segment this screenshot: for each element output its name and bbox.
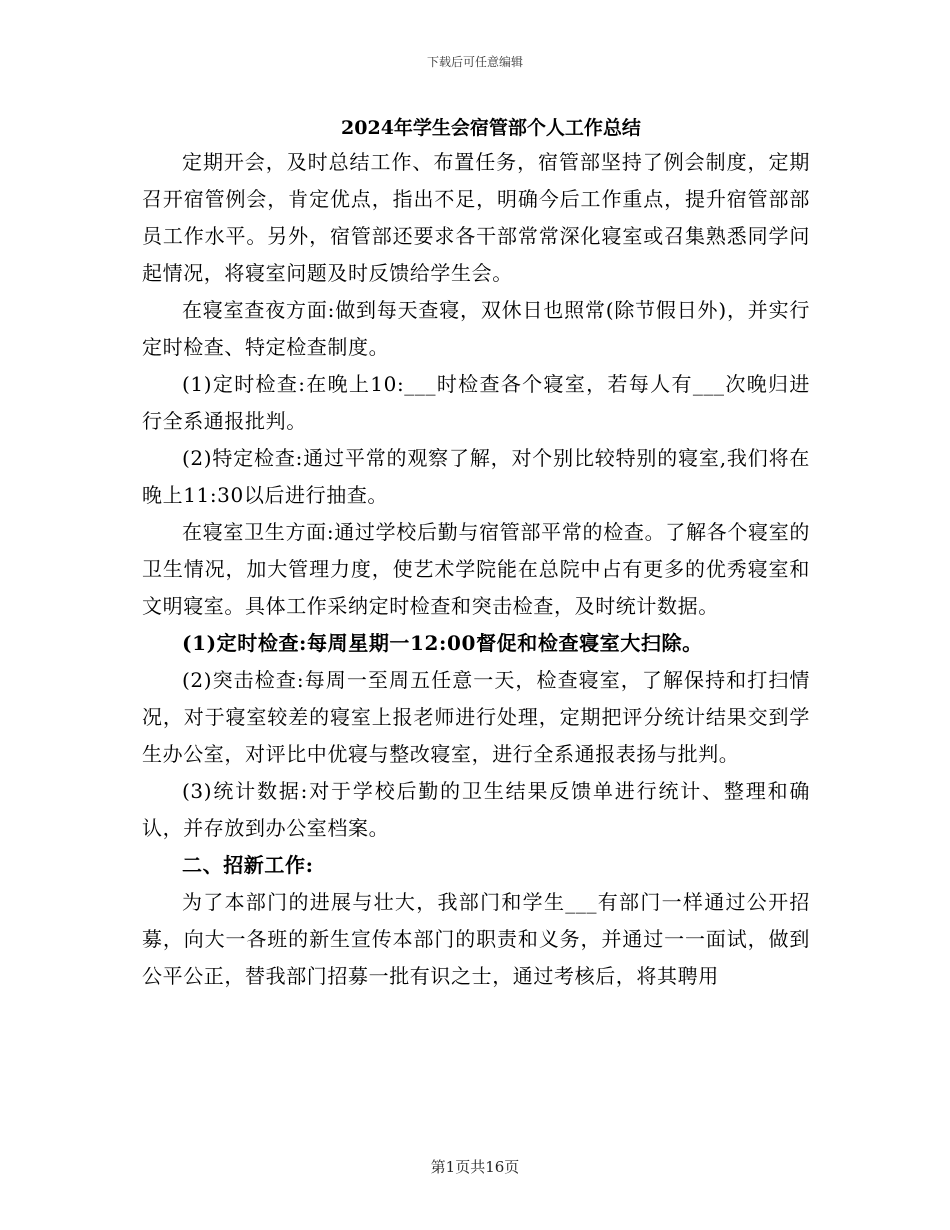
- paragraph-meetings: 定期开会，及时总结工作、布置任务，宿管部坚持了例会制度，定期召开宿管例会，肯定优点，指出不足，明确今后工作重点，提升宿管部部员工作水平。另外，宿管部还要求各干部常常深化寝室或召集熟悉同学问起情况，将寝室问题及时反馈给学生会。: [142, 150, 810, 285]
- paragraph-special-check: (2)特定检查:通过平常的观察了解，对个别比较特别的寝室,我们将在晚上11:30以后进行抽查。: [142, 446, 810, 507]
- paragraph-statistics: (3)统计数据:对于学校后勤的卫生结果反馈单进行统计、整理和确认，并存放到办公室档案。: [142, 779, 810, 840]
- document-title: 2024年学生会宿管部个人工作总结: [341, 117, 641, 139]
- paragraph-night-check: 在寝室查夜方面:做到每天查寝，双休日也照常(除节假日外)，并实行定时检查、特定检查制度。: [142, 298, 810, 359]
- section-heading-recruitment: 二、招新工作:: [182, 853, 314, 877]
- header-note: 下载后可任意编辑: [426, 55, 523, 69]
- document-body: [142, 112, 810, 995]
- paragraph-scheduled-check: (1)定时检查:在晚上10:___时检查各个寝室，若每人有___次晚归进行全系通报批判。: [142, 372, 810, 433]
- paragraph-hygiene: 在寝室卫生方面:通过学校后勤与宿管部平常的检查。了解各个寝室的卫生情况，加大管理力度，使艺术学院能在总院中占有更多的优秀寝室和文明寝室。具体工作采纳定时检查和突击检查，及时统计数据。: [142, 520, 810, 618]
- paragraph-weekly-cleaning: (1)定时检查:每周星期一12:00督促和检查寝室大扫除。: [182, 631, 703, 655]
- paragraph-surprise-check: (2)突击检查:每周一至周五任意一天，检查寝室，了解保持和打扫情况，对于寝室较差的寝室上报老师进行处理，定期把评分统计结果交到学生办公室，对评比中优寝与整改寝室，进行全系通报表扬与批判。: [142, 668, 810, 766]
- page-indicator: 第1页共16页: [430, 1158, 520, 1176]
- paragraph-recruitment: 为了本部门的进展与壮大，我部门和学生___有部门一样通过公开招募，向大一各班的新生宣传本部门的职责和义务，并通过一一面试，做到公平公正，替我部门招募一批有识之士，通过考核后，将其聘用: [142, 890, 810, 988]
